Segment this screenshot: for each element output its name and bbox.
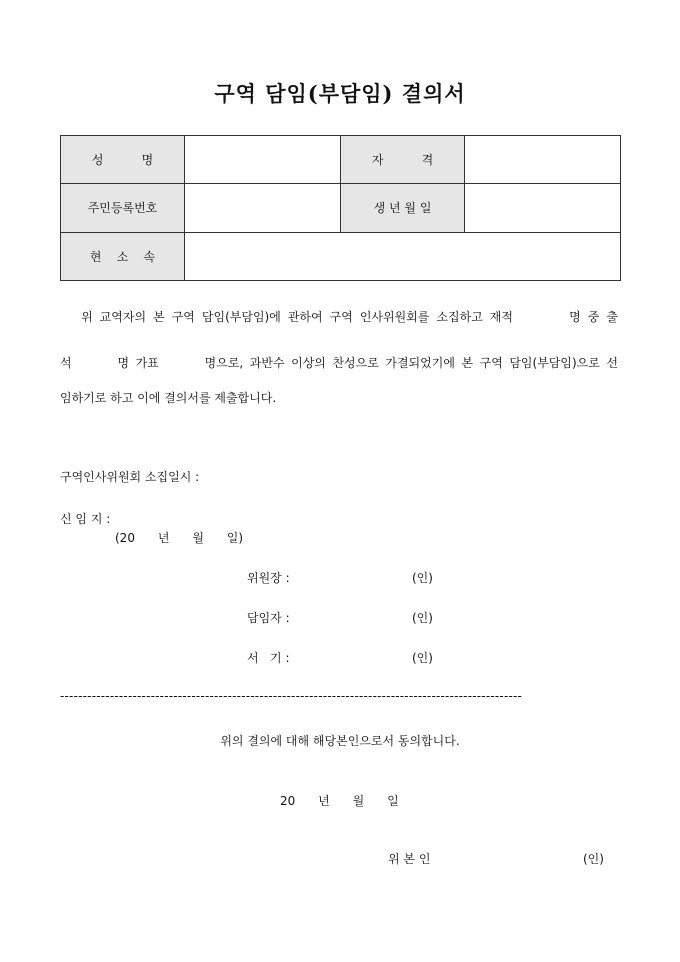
- secretary-label: 서 기 :: [247, 651, 290, 665]
- consent-statement: 위의 결의에 대해 해당본인으로서 동의합니다.: [220, 734, 460, 748]
- document-title: 구역 담임(부담임) 결의서: [214, 81, 466, 106]
- personal-info-table: [60, 135, 621, 281]
- pastor-seal: (인): [412, 611, 433, 625]
- signer-seal: (인): [583, 852, 604, 866]
- birthdate-label: 생 년 월 일: [341, 184, 465, 232]
- name-field[interactable]: [185, 136, 341, 184]
- body-line-2: 석 명 가표 명으로, 과반수 이상의 찬성으로 가결되었기에 본 구역 담임(부담임)으로 선: [60, 356, 618, 370]
- chair-label: 위원장 :: [247, 571, 290, 585]
- affiliation-label: 현 소 속: [61, 232, 185, 280]
- body-line-1: 위 교역자의 본 구역 담임(부담임)에 관하여 구역 인사위원회를 소집하고 재적 명 중 출: [60, 310, 618, 324]
- meeting-date-label: 구역인사위원회 소집일시 :: [60, 470, 200, 484]
- secretary-seal: (인): [412, 651, 433, 665]
- birthdate-field[interactable]: [465, 184, 621, 232]
- name-label: 성 명: [61, 136, 185, 184]
- qualification-field[interactable]: [465, 136, 621, 184]
- divider-line: ------------------------------------------------------------------------------------------------------: [60, 689, 523, 703]
- pastor-label: 담임자 :: [247, 611, 290, 625]
- date-blank: (20 년 월 일): [115, 531, 244, 545]
- affiliation-field[interactable]: [185, 232, 621, 280]
- qualification-label: 자 격: [341, 136, 465, 184]
- new-post-label: 신 임 지 :: [60, 512, 111, 526]
- signer-label: 위 본 인: [388, 852, 431, 866]
- body-line-3: 임하기로 하고 이에 결의서를 제출합니다.: [60, 391, 277, 405]
- chair-seal: (인): [412, 571, 433, 585]
- consent-date: 20 년 월 일: [280, 794, 399, 808]
- resident-number-field[interactable]: [185, 184, 341, 232]
- resident-number-label: 주민등록번호: [61, 184, 185, 232]
